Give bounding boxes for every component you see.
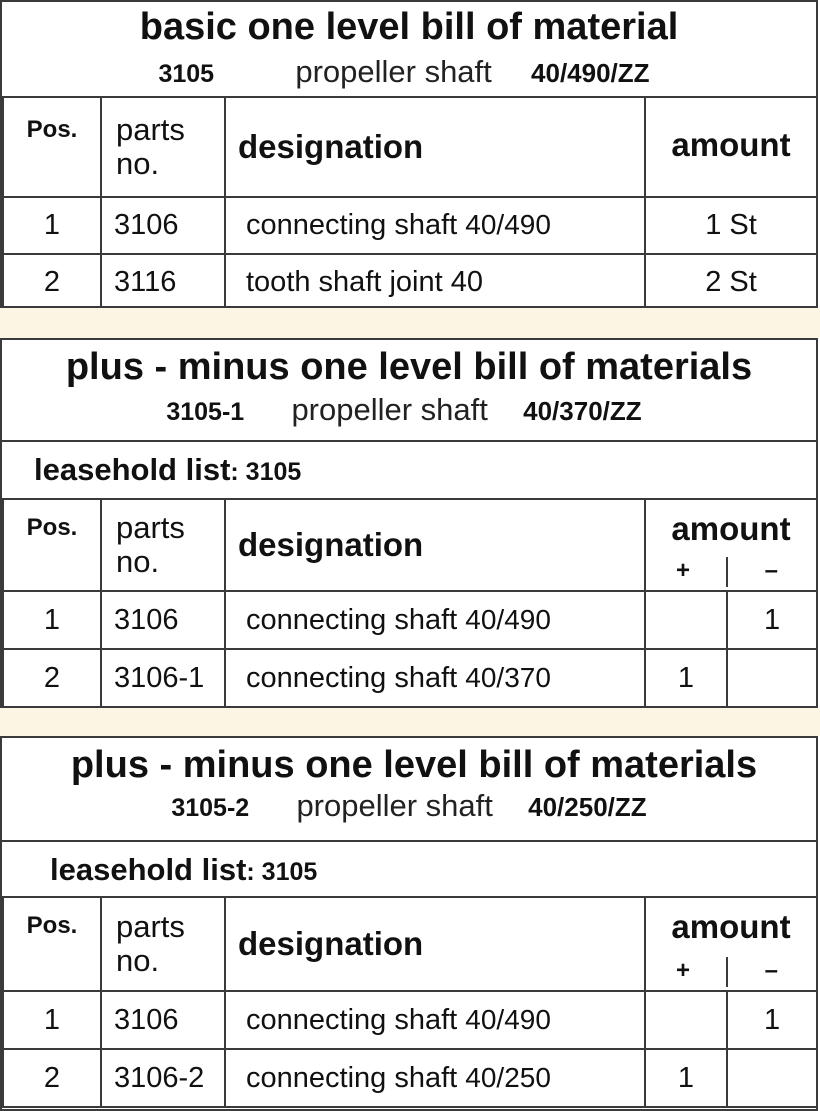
pos-header: Pos.	[3, 499, 101, 591]
row-amount-minus	[727, 649, 817, 707]
row-designation-text: connecting shaft	[246, 209, 458, 241]
parts-no-header: parts no.	[101, 97, 225, 197]
minus-header: –	[764, 557, 779, 584]
row-parts-no: 3106	[101, 197, 225, 254]
pm2-spec: 40/250/ZZ	[528, 792, 647, 822]
plus-minus-bom-section-2	[0, 736, 818, 1111]
row-amount-minus: 1	[727, 991, 817, 1049]
row-pos: 1	[3, 991, 101, 1049]
pm2-subtitle	[2, 788, 816, 824]
pm1-subtitle	[0, 392, 816, 428]
basic-bom-product-name: propeller shaft	[295, 54, 492, 89]
designation-header: designation	[225, 97, 645, 197]
pm1-title: plus - minus one level bill of materials	[65, 346, 753, 388]
amount-header: amount	[645, 97, 817, 197]
leasehold-list-label: leasehold list	[50, 852, 247, 887]
row-amount-plus: 1	[645, 1049, 727, 1107]
row-designation-text: connecting shaft	[246, 661, 458, 694]
pos-header: Pos.	[3, 897, 101, 991]
row-pos: 2	[3, 649, 101, 707]
pm2-leasehold-list	[2, 840, 816, 898]
plus-minus-divider	[726, 957, 728, 987]
row-parts-no: 3106-1	[101, 649, 225, 707]
leasehold-list-value: : 3105	[246, 858, 318, 886]
table-row	[3, 649, 817, 707]
pos-header: Pos.	[3, 97, 101, 197]
parts-no-header: parts no.	[101, 897, 225, 991]
row-designation-text: connecting shaft	[246, 603, 458, 636]
table-row	[3, 1049, 817, 1107]
amount-header: amount	[671, 510, 791, 547]
table-row	[3, 197, 817, 254]
plus-minus-divider	[726, 557, 728, 587]
row-designation	[225, 649, 645, 707]
plus-header: +	[676, 557, 691, 584]
pm1-bom-table	[2, 498, 818, 708]
basic-bom-spec: 40/490/ZZ	[531, 58, 650, 88]
plus-minus-bom-section-1	[0, 338, 818, 708]
row-designation-size: 40/250	[465, 1061, 551, 1093]
row-designation-text: connecting shaft	[246, 1061, 458, 1094]
row-designation	[225, 197, 645, 254]
basic-bom-table	[2, 96, 818, 312]
minus-header: –	[764, 957, 779, 984]
table-row	[3, 254, 817, 311]
row-designation-text: tooth shaft joint	[246, 266, 443, 298]
row-designation	[225, 254, 645, 311]
row-pos: 2	[3, 254, 101, 311]
amount-header-cell	[645, 499, 817, 591]
section-separator	[0, 708, 820, 736]
row-pos: 2	[3, 1049, 101, 1107]
row-amount-plus: 1	[645, 649, 727, 707]
basic-bom-title: basic one level bill of material	[139, 6, 679, 48]
leasehold-list-value: : 3105	[230, 458, 302, 486]
table-row	[3, 991, 817, 1049]
row-designation	[225, 1049, 645, 1107]
row-amount-minus: 1	[727, 591, 817, 649]
row-designation-size: 40	[450, 266, 484, 298]
pm1-spec: 40/370/ZZ	[523, 396, 642, 426]
row-designation	[225, 991, 645, 1049]
pm2-code: 3105-2	[171, 794, 250, 822]
row-amount-plus	[645, 991, 727, 1049]
row-designation-size: 40/490	[465, 1003, 551, 1035]
row-designation-size: 40/490	[465, 603, 551, 635]
pm2-bom-table	[2, 896, 818, 1108]
row-amount: 1 St	[645, 197, 817, 254]
table-header-row	[3, 897, 817, 991]
row-designation-size: 40/490	[465, 209, 551, 240]
row-parts-no: 3106	[101, 591, 225, 649]
amount-header-wrap	[646, 501, 816, 589]
row-parts-no: 3106	[101, 991, 225, 1049]
amount-header-wrap	[646, 899, 816, 989]
designation-header: designation	[225, 499, 645, 591]
pm2-title: plus - minus one level bill of materials	[70, 744, 758, 786]
row-amount-plus	[645, 591, 727, 649]
row-pos: 1	[3, 197, 101, 254]
row-designation	[225, 591, 645, 649]
row-pos: 1	[3, 591, 101, 649]
table-header-row	[3, 499, 817, 591]
pm1-leasehold-list	[2, 440, 816, 500]
parts-no-header: parts no.	[101, 499, 225, 591]
pm1-product-name: propeller shaft	[291, 392, 488, 427]
table-header-row	[3, 97, 817, 197]
row-designation-text: connecting shaft	[246, 1003, 458, 1036]
designation-header: designation	[225, 897, 645, 991]
amount-header-cell	[645, 897, 817, 991]
row-amount-minus	[727, 1049, 817, 1107]
pm1-code: 3105-1	[166, 398, 245, 426]
basic-bom-code: 3105	[158, 60, 215, 88]
pm2-product-name: propeller shaft	[296, 788, 493, 823]
row-designation-size: 40/370	[465, 661, 551, 693]
plus-header: +	[676, 957, 691, 984]
table-row	[3, 591, 817, 649]
amount-header: amount	[671, 908, 791, 945]
section-separator	[0, 308, 820, 338]
leasehold-list-label: leasehold list	[34, 452, 231, 487]
row-parts-no: 3106-2	[101, 1049, 225, 1107]
basic-bom-subtitle	[0, 54, 816, 90]
row-parts-no: 3116	[101, 254, 225, 311]
row-amount: 2 St	[645, 254, 817, 311]
basic-bom-section	[0, 0, 818, 308]
